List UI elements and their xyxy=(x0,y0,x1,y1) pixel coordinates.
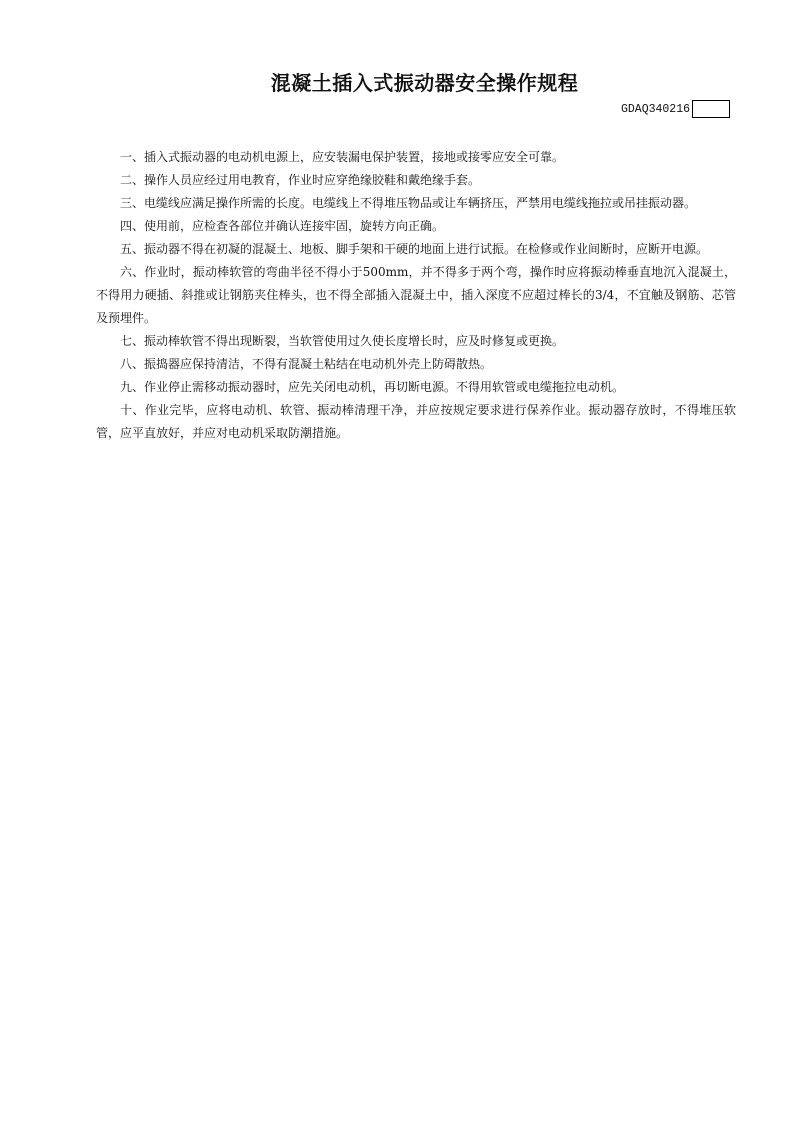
rule-paragraph: 十、作业完毕，应将电动机、软管、振动棒清理干净，并应按规定要求进行保养作业。振动器存放时，不得堆压软管，应平直放好，并应对电动机采取防潮措施。 xyxy=(96,403,736,440)
rule-paragraph: 三、电缆线应满足操作所需的长度。电缆线上不得堆压物品或让车辆挤压，严禁用电缆线拖拉或吊挂振动器。 xyxy=(120,196,697,210)
document-title: 混凝土插入式振动器安全操作规程 xyxy=(270,71,579,95)
document-code-row xyxy=(621,100,730,118)
rule-paragraph: 二、操作人员应经过用电教育，作业时应穿绝缘胶鞋和戴绝缘手套。 xyxy=(120,173,481,187)
code-box xyxy=(692,100,730,118)
rule-paragraph: 五、振动器不得在初凝的混凝土、地板、脚手架和干硬的地面上进行试振。在检修或作业间断时，应断开电源。 xyxy=(120,242,709,256)
rule-paragraph: 一、插入式振动器的电动机电源上，应安装漏电保护装置，接地或接零应安全可靠。 xyxy=(120,150,565,164)
rule-paragraph: 七、振动棒软管不得出现断裂，当软管使用过久使长度增长时，应及时修复或更换。 xyxy=(120,334,565,348)
document-body xyxy=(96,146,736,445)
rule-paragraph: 六、作业时，振动棒软管的弯曲半径不得小于500mm，并不得多于两个弯，操作时应将振动棒垂直地沉入混凝土，不得用力硬插、斜推或让钢筋夹住棒头，也不得全部插入混凝土中，插入深度不应超过棒长的3/4，不宜触及钢筋、芯管及预埋件。 xyxy=(96,265,736,325)
rule-paragraph: 四、使用前，应检查各部位并确认连接牢固，旋转方向正确。 xyxy=(120,219,445,233)
rule-paragraph: 八、振捣器应保持清洁，不得有混凝土粘结在电动机外壳上防碍散热。 xyxy=(120,357,493,371)
rule-paragraph: 九、作业停止需移动振动器时，应先关闭电动机，再切断电源。不得用软管或电缆拖拉电动机。 xyxy=(120,380,625,394)
document-code: GDAQ340216 xyxy=(620,102,690,116)
